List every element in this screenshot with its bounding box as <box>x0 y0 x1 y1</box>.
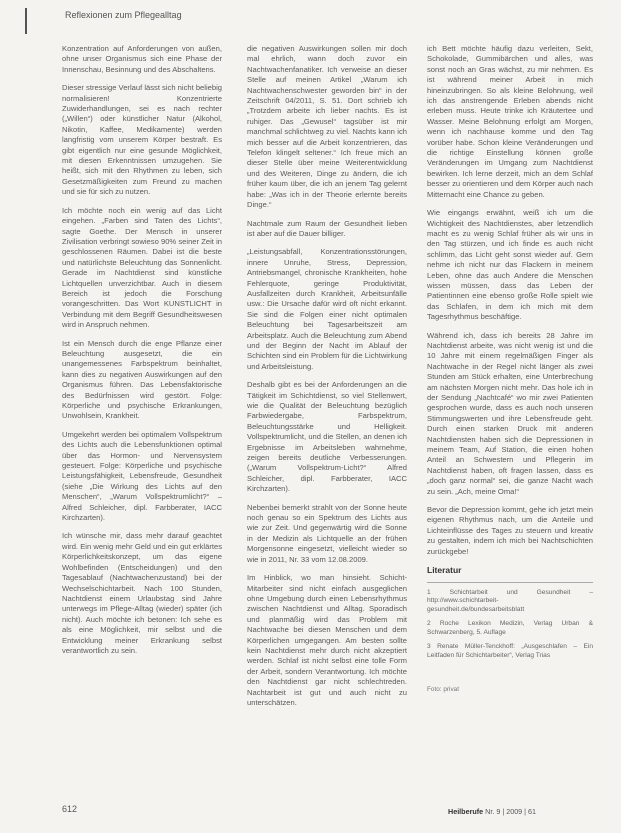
paragraph: „Leistungsabfall, Konzentrationsstörungen, innere Unruhe, Stress, Depression, Antriebsmangel, chronische Krankheiten, hohe Fehlerquote, geringe Produktivität, Ausfallzeiten durch Krankheit, Arbeitsunfälle usw.: Die Ursache dafür wird oft nicht erkannt. Sie sind die Folgen einer nicht optimalen Beleuchtung bei Tagesarbeitszeit am Arbeitsplatz. Auch die Beleuchtung zum Abend und der Beginn der Nacht im Ablauf der Schichten sind ein Problem für die Lichtwirkung und Arbeitsleistung. <box>247 247 407 371</box>
text-column-3 <box>427 44 593 804</box>
paragraph: Konzentration auf Anforderungen von außen, ohne unser Organismus sich eine Phase der Innenschau, Besinnung und des Abschaltens. <box>62 44 222 74</box>
paragraph: Deshalb gibt es bei der Anforderungen an die Tätigkeit im Schichtdienst, so viel Stellenwert, wie die Qualität der Beleuchtung bezüglich Farbwiedergabe, Farbspektrum, Beleuchtungsstärke und Helligkeit. Vollspektrumlicht, und die Stellen, an denen ich Ergebnisse im Arbeitsleben wahrnehme, zeigen bereits deutliche Verbesserungen. („Warum Vollspektrum-Licht?“ Alfred Schleicher, dipl. Farbberater, IACC Kirchzarten). <box>247 380 407 494</box>
magazine-name: Heilberufe <box>448 807 484 816</box>
paragraph: ich Bett möchte häufig dazu verleiten, Sekt, Schokolade, Gummibärchen und alles, was sonst noch an Gras wächst, zu mir nehmen. Es ist während meiner Arbeit in mich hineinzubringen. So als kleine Belohnung, weil ich das anstrengende Erleben abends nicht erleben muss. Heute trinke ich Kräutertee und Wasser. Meine Belohnung erfolgt am Morgen, wenn ich nachhause komme und den Tag vorüber habe. Schon kleine Veränderungen und die richtige Einstellung können große Veränderungen im Umgang zum Nachtdienst bewirken. Ich lerne derzeit, mich an dem Schlaf besser zu orientieren und dem Körper auch nach Mitternacht eine Chance zu geben. <box>427 44 593 199</box>
paragraph: Während ich, dass ich bereits 28 Jahre im Nachtdienst arbeite, was nicht wenig ist und die 10 Jahre mit einem regelmäßigen Finger als Nachtwache in der Regel nicht länger als zwei Stunden am Stück erhalten, eine Unterbrechung am nächsten Morgen nicht mehr. Das hole ich in der Sendung „Nachtcafé“ wo mir zwei Patienten gesprochen wurde, dass es auch noch unseren Stimmungswerten und ihre Lebensfreude geht. Durch einen starken Druck mit anderen Nachtdiensten haben sich die Depressionen in meinem Team, Auf Station, die einen hohen Anteil an Schwestern und Pflegerin im Nachtdienst haben, oft fragen lassen, dass es „doch ganz normal“ sei, die ganze Nacht wach zu sein. „Ach, meine Oma!“ <box>427 330 593 496</box>
divider <box>427 582 593 583</box>
paragraph: Dieser stressige Verlauf lässt sich nicht beliebig normalisieren! Konzentrierte Zuwiderhandlungen, sei es nach rechter („Willen“) oder künstlicher Natur (Alkohol, Nikotin, Kaffee, Medikamente) werden langfristig vom unserem Körper bestraft. Es gibt eigentlich nur eine gesunde Möglichkeit, mit diesen Erkenntnissen umzugehen. Sie heißt, sich mit den Rhythmen zu leben, sich Gesetzmäßigkeiten zum Freund zu machen und sie für sich zu nutzen. <box>62 83 222 197</box>
margin-rule <box>25 8 27 34</box>
issue-info: Nr. 9 | 2009 | 61 <box>485 807 537 816</box>
photo-credit: Foto: privat <box>427 685 459 693</box>
literature-item: 3 Renate Müller-Tenckhoff: „Ausgeschlafen – Ein Leitfaden für Schichtarbeiter“, Verlag Trias <box>427 643 593 660</box>
page-header: Reflexionen zum Pflegealltag <box>65 10 182 20</box>
paragraph: Bevor die Depression kommt, gehe ich jetzt mein eigenen Rhythmus nach, um die Anteile und Lichteinflüsse des Tages zu steuern und kreativ zu gestalten, indem ich mich bei Nachtschichten zurückgebe! <box>427 505 593 556</box>
literature-item: 1 Schichtarbeit und Gesundheit – http://www.schichtarbeit-gesundheit.de/bundesarbeitsblatt <box>427 588 593 613</box>
paragraph: Nebenbei bemerkt strahlt von der Sonne heute noch genau so ein Spektrum des Lichts aus wie zur Zeit. Und gegenwärtig wird die Sonne in der Medizin als Lichtquelle an der frühen Morgensonne eingesetzt, vielleicht wieder so wie in 2011, Nr. 33 vom 12.08.2009. <box>247 502 407 564</box>
paragraph: Umgekehrt werden bei optimalem Vollspektrum des Lichts auch die Lebensfunktionen optimal über das Hormon- und Nervensystem gesteuert. Folge: Körperliche und psychische Leistungsfähigkeit, Lebensfreude, Gesundheit (siehe „Die Wirkung des Lichts auf den Menschen“, „Warum Vollspektrumlicht?“ – Alfred Schleicher, dipl. Farbberater, IACC Kirchzarten). <box>62 429 222 523</box>
literature-item: 2 Roche Lexikon Medizin, Verlag Urban & Schwarzenberg, 5. Auflage <box>427 620 593 636</box>
paragraph: die negativen Auswirkungen sollen mir doch mal ehrlich, wann doch zuvor ein Nachtwachenfanatiker. Ich verweise an dieser Stelle auf meinen Artikel „Warum ich Nachtwachenschwester geworden bin“ in der Zeitschrift 04/2011, S. 51. Dort schrieb ich „Trotzdem arbeite ich lieber nachts. Es ist ruhiger. Das „Gewusel“ tagsüber ist mir manchmal schlichtweg zu viel. Nachts kann ich mich besser auf die Arbeit konzentrieren, das Telefon klingelt seltener.“ Ich freue mich an dieser Stelle über meine Weiterentwicklung und des Weiteren, Dinge zu ändern, die ich früher kaum über, die ich an jenem Tag gelernt habe: „Was ich in der Theorie erlernte bereits Dinge.“ <box>247 44 407 210</box>
paragraph: Nachtmale zum Raum der Gesundheit lieben ist aber auf die Dauer billiger. <box>247 218 407 238</box>
paragraph: Ich wünsche mir, dass mehr darauf geachtet wird. Ein wenig mehr Geld und ein gut erklärtes Körperlichkeitskonzept, um das eigene Wohlbefinden (Entscheidungen) und den Tagesablauf (Nachtwachenzustand) bei der Wechselschichtarbeit. Nach 100 Stunden, Nachtdienst einem Urlaubstag sind Jahre unterwegs im Pflege-Alltag (wieder) später (ich nicht). Auch möchte ich betonen: Ich sehe es als eine Möglichkeit, mir selbst und die Entwicklung meiner Erkrankung selbst verantwortlich zu sein. <box>62 531 222 655</box>
page-number: 612 <box>62 804 78 814</box>
text-column-1 <box>62 44 222 804</box>
text-column-2 <box>247 44 407 804</box>
paragraph: Im Hinblick, wo man hinsieht. Schicht-Mitarbeiter sind nicht einfach ausgeglichen ohne Umgebung durch einen Lebensrhythmus zwischen Nachtdienst und Alltag. Sporadisch und planmäßig wird das Problem mit Nachtwache bei diesen Menschen und dem Körperlichen umgegangen. Am besten sollte kein Nachtdienst mehr durch nicht akzeptiert werden. Schlaf ist nicht selbst eine tolle Form der Arbeit, sondern Verantwortung. Ich möchte den Nachtdienst gar nicht schlechtreden. Nachtarbeit ist gut und auch nicht zu unterschätzen. <box>247 573 407 707</box>
paragraph: Ist ein Mensch durch die enge Pflanze einer Beleuchtung ausgesetzt, die ein unangemessenes Farbspektrum beinhaltet, kann dies zu negativen Auswirkungen auf den Organismus führen. Das Lebensfaktorische des Bedürfnissen wird gestört. Folge: Körperliche und psychische Erkrankungen, Unwohlsein, Krankheit. <box>62 338 222 421</box>
footer-magazine <box>448 807 536 816</box>
paragraph: Wie eingangs erwähnt, weiß ich um die Wichtigkeit des Nachtdienstes, aber letzendlich macht es zu wenig Schlaf früher als wir uns in den Tag stürzen, und ich finde es auch nicht schlimm, das Licht geht sonst wieder auf. Gern nehme ich nicht nur das Flackern in meinem Leben, ohne das auch Andere die Menschen wissen müssen, dass das Leben der Patientinnen eine ebenso große Rolle spielt wie das Schlafen, in dem ich mich mit dem Tagesrhythmus beschäftige. <box>427 208 593 322</box>
paragraph: Ich möchte noch ein wenig auf das Licht eingehen. „Farben sind Taten des Lichts“, sagte Goethe. Der Mensch in unserer Zivilisation verbringt sowieso 90% seiner Zeit in geschlossenen Räumen. Dabei ist die beste und natürlichste Beleuchtung das Sonnenlicht. Gerade im Nachtdienst sind künstliche Lichtquellen unverzichtbar. Auch in diesem Bereich ist jedoch die Forschung vorangeschritten. Das Wort KUNSTLICHT in Verbindung mit dem Begriff Gesundheitswesen wird in Anspruch nehmen. <box>62 205 222 330</box>
literature-heading: Literatur <box>427 565 462 576</box>
